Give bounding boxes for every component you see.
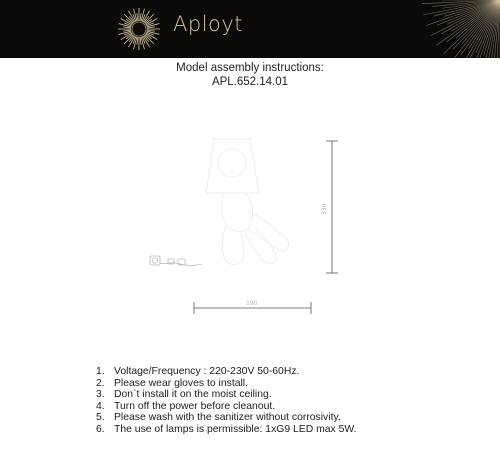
lamp-drawing bbox=[140, 125, 360, 325]
list-item bbox=[96, 401, 357, 413]
brand-banner bbox=[0, 0, 500, 58]
document-title: Model assembly instructions: bbox=[176, 62, 324, 74]
brand-name: Aployt bbox=[173, 12, 244, 36]
item-number: 2. bbox=[96, 377, 105, 389]
item-text: The use of lamps is permissible: 1xG9 LED max 5W. bbox=[114, 423, 357, 435]
item-text: Please wear gloves to install. bbox=[114, 377, 248, 389]
sun-logo-icon bbox=[118, 8, 160, 50]
power-cable bbox=[150, 256, 202, 266]
list-item bbox=[96, 366, 357, 378]
item-number: 1. bbox=[96, 366, 105, 377]
height-label: 330 bbox=[321, 203, 328, 215]
list-item bbox=[96, 412, 357, 424]
list-item bbox=[96, 424, 357, 436]
list-item bbox=[96, 378, 357, 390]
item-number: 4. bbox=[96, 400, 105, 412]
corner-rays-decoration bbox=[422, 0, 500, 58]
item-text: Turn off the power before cleanout. bbox=[114, 400, 276, 412]
instructions-list bbox=[96, 366, 357, 436]
list-item bbox=[96, 389, 357, 401]
item-number: 3. bbox=[96, 389, 105, 401]
item-number: 5. bbox=[96, 412, 105, 424]
item-text: Voltage/Frequency : 220-230V 50-60Hz. bbox=[114, 366, 300, 377]
item-text: Please wash with the sanitizer without corrosivity. bbox=[114, 412, 341, 424]
lamp-figure bbox=[206, 139, 289, 264]
banner-art bbox=[0, 0, 500, 58]
width-label: 190 bbox=[246, 300, 258, 307]
item-number: 6. bbox=[96, 423, 105, 435]
item-text: Don`t install it on the moist ceiling. bbox=[114, 389, 272, 401]
model-number: APL.652.14.01 bbox=[211, 76, 289, 88]
